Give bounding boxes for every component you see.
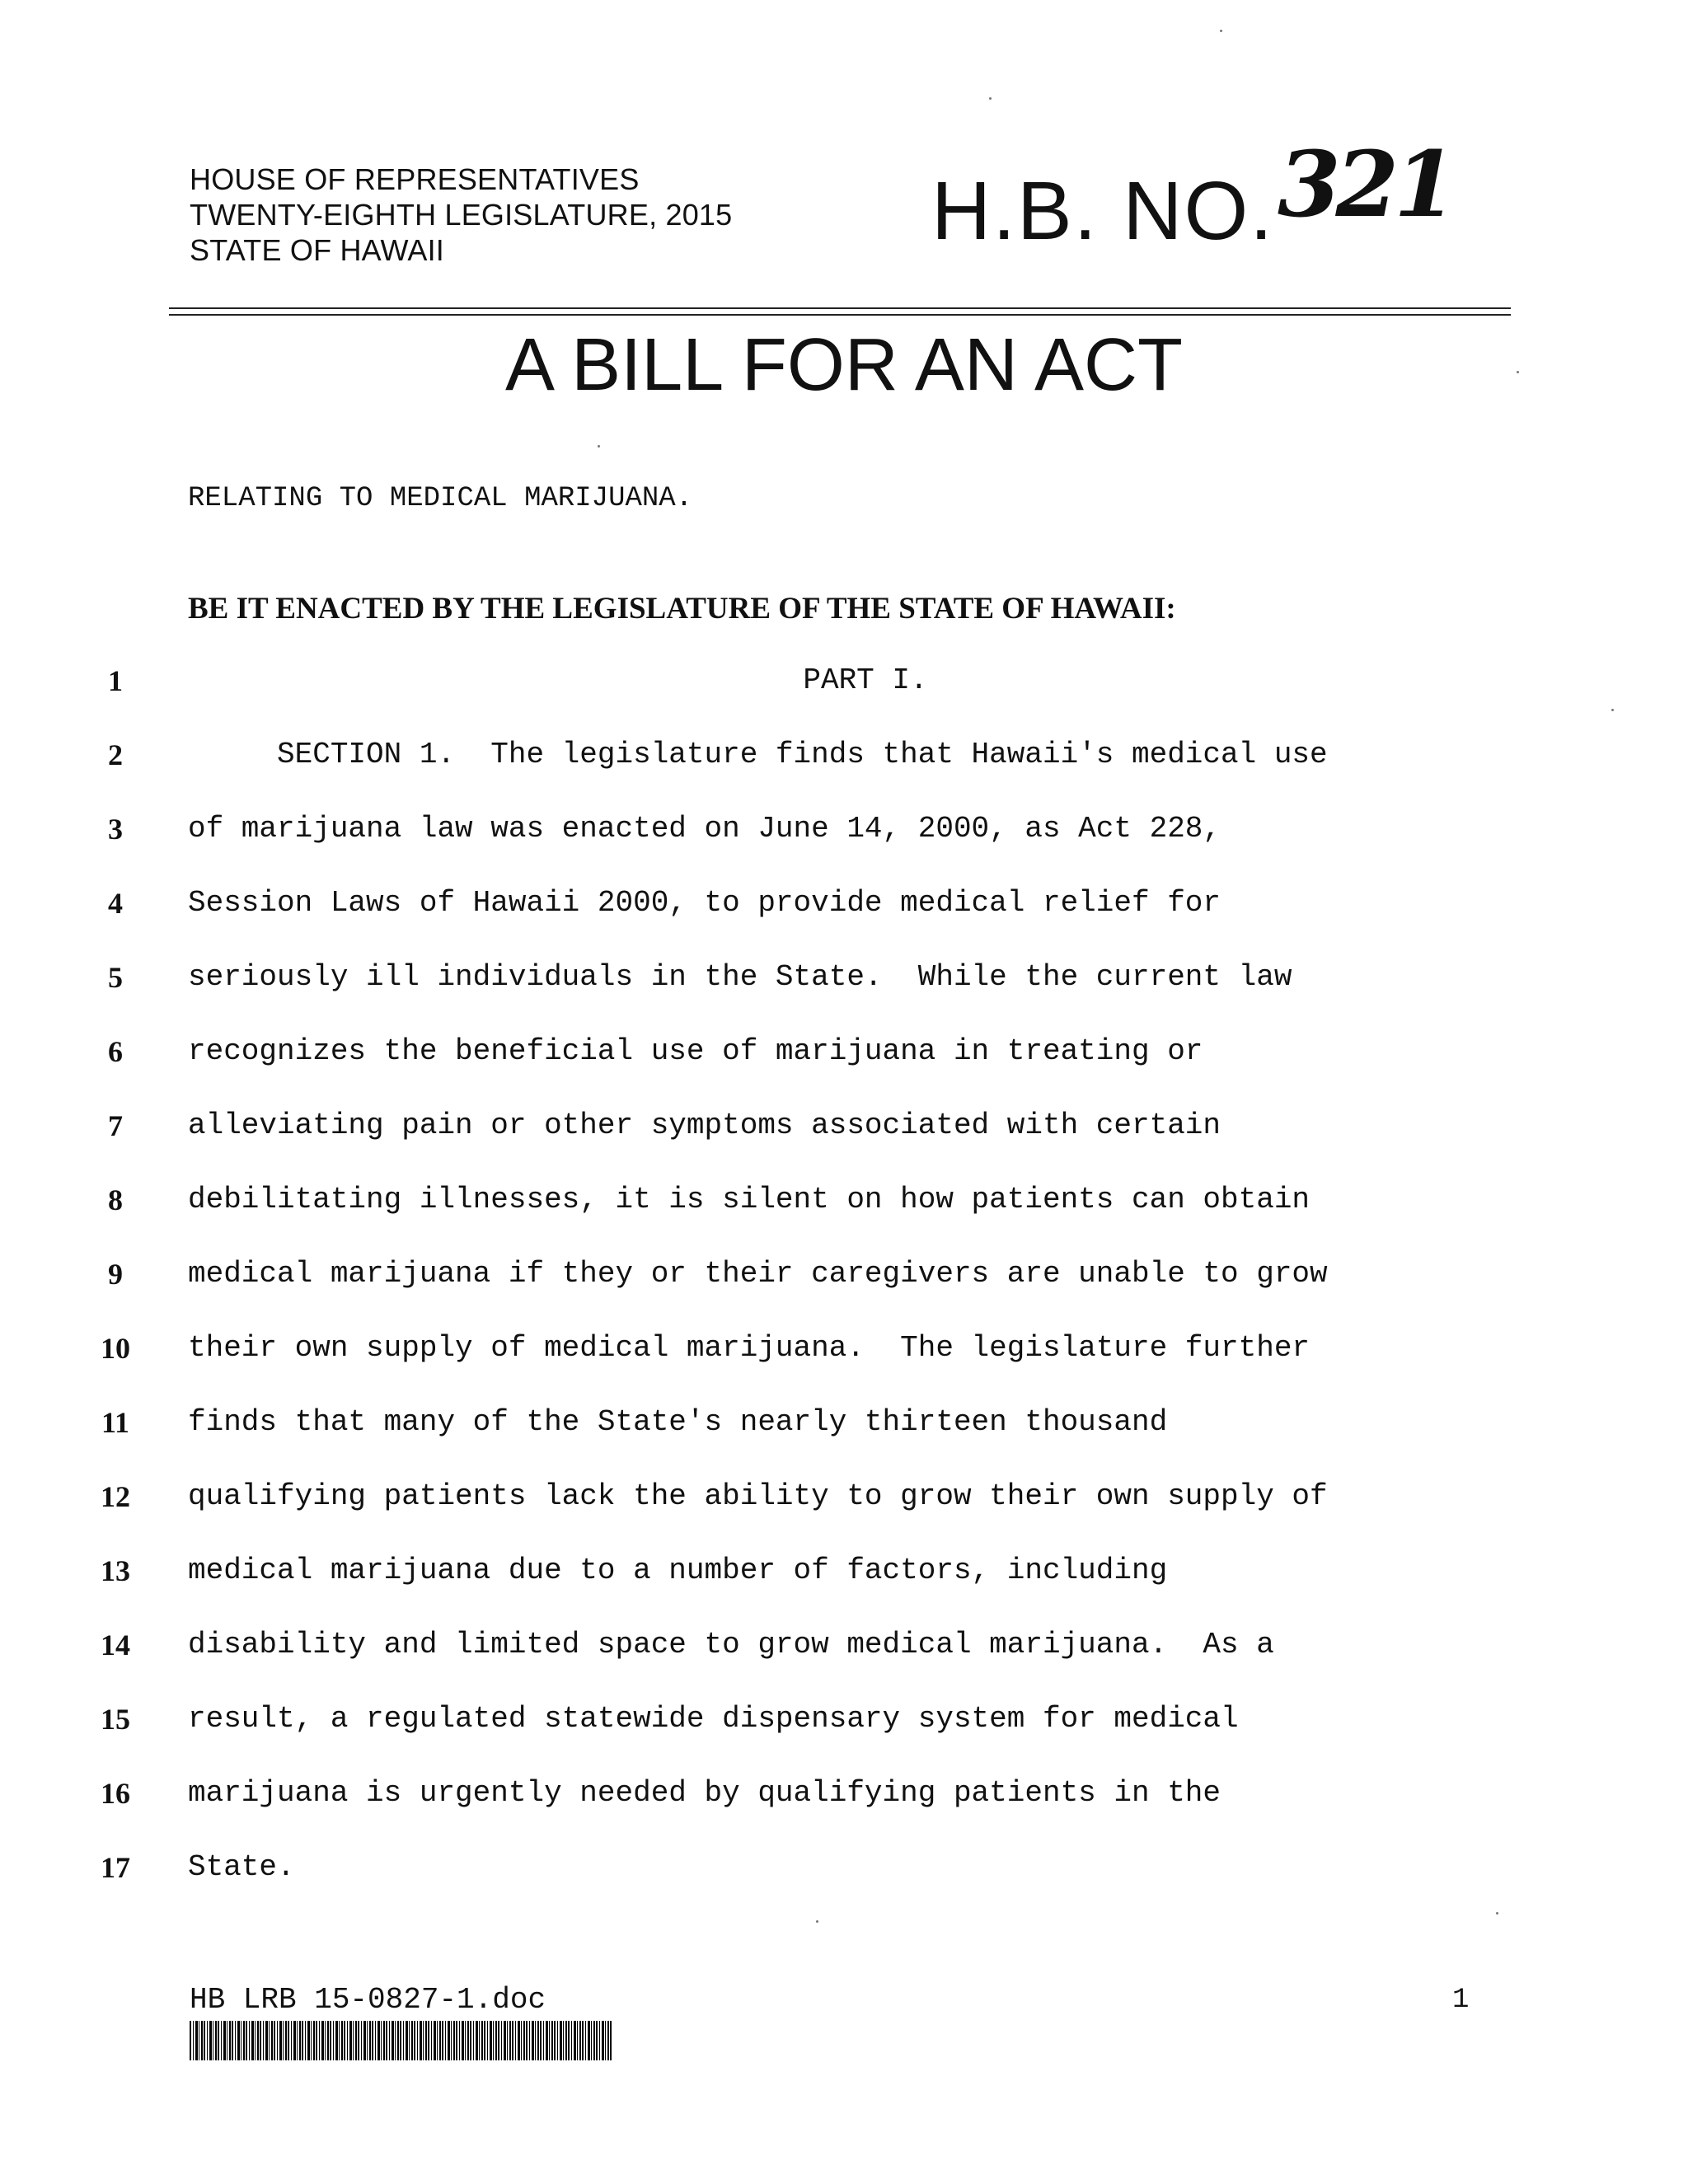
bill-number-label: H.B. NO. xyxy=(931,165,1275,257)
line-text: Session Laws of Hawaii 2000, to provide medical relief for xyxy=(188,886,1221,920)
bill-number-handwritten: 321 xyxy=(1278,131,1452,237)
bill-header xyxy=(190,162,732,268)
line-number: 16 xyxy=(101,1777,130,1810)
part-heading: PART I. xyxy=(803,663,928,697)
bill-line xyxy=(0,1027,1688,1076)
line-text: disability and limited space to grow medical marijuana. As a xyxy=(188,1628,1274,1661)
scan-speck xyxy=(1611,709,1614,711)
line-text: result, a regulated statewide dispensary system for medical xyxy=(188,1702,1239,1736)
line-number: 14 xyxy=(101,1629,130,1661)
scan-speck xyxy=(1517,371,1519,373)
header-divider-top xyxy=(169,307,1511,309)
bill-line xyxy=(0,1546,1688,1596)
bill-line xyxy=(0,804,1688,854)
line-number: 6 xyxy=(108,1035,123,1068)
legislature-session: TWENTY-EIGHTH LEGISLATURE, 2015 xyxy=(190,198,733,232)
line-text: qualifying patients lack the ability to grow their own supply of xyxy=(188,1479,1328,1513)
header-divider-bottom xyxy=(169,314,1511,316)
line-number: 12 xyxy=(101,1480,130,1513)
line-number: 15 xyxy=(101,1703,130,1736)
bill-line xyxy=(0,1175,1688,1225)
bill-line xyxy=(0,1769,1688,1818)
line-number: 17 xyxy=(101,1851,130,1884)
bill-line xyxy=(0,1843,1688,1892)
barcode-image xyxy=(190,2021,612,2060)
scan-speck xyxy=(598,445,600,448)
bill-line xyxy=(0,1620,1688,1670)
bill-line xyxy=(0,1694,1688,1744)
scan-speck xyxy=(1496,1912,1498,1915)
bill-number-heading xyxy=(931,131,1452,260)
scan-speck xyxy=(989,97,992,100)
line-number: 13 xyxy=(101,1554,130,1587)
line-number: 11 xyxy=(101,1406,129,1439)
scan-speck xyxy=(1220,30,1222,32)
chamber-name: HOUSE OF REPRESENTATIVES xyxy=(190,162,640,196)
document-code: HB LRB 15-0827-1.doc xyxy=(190,1983,546,2017)
bill-line xyxy=(0,656,1688,705)
line-text: medical marijuana due to a number of factors, including xyxy=(188,1554,1168,1587)
line-number: 3 xyxy=(108,813,123,846)
relating-clause: RELATING TO MEDICAL MARIJUANA. xyxy=(188,483,693,514)
line-text: finds that many of the State's nearly thirteen thousand xyxy=(188,1405,1168,1439)
line-text: medical marijuana if they or their caregivers are unable to grow xyxy=(188,1257,1328,1291)
line-number: 1 xyxy=(108,664,123,697)
line-number: 8 xyxy=(108,1183,123,1216)
line-number: 2 xyxy=(108,738,123,771)
bill-line xyxy=(0,1398,1688,1447)
bill-title: A BILL FOR AN ACT xyxy=(505,324,1183,406)
state-name: STATE OF HAWAII xyxy=(190,233,444,267)
bill-line xyxy=(0,1249,1688,1299)
line-number: 9 xyxy=(108,1258,123,1291)
bill-line xyxy=(0,1324,1688,1373)
bill-line xyxy=(0,730,1688,780)
page-number: 1 xyxy=(1452,1985,1470,2016)
line-text: debilitating illnesses, it is silent on how patients can obtain xyxy=(188,1183,1311,1216)
line-text: State. xyxy=(188,1850,295,1884)
line-text: of marijuana law was enacted on June 14, 2000, as Act 228, xyxy=(188,812,1221,846)
line-number: 10 xyxy=(101,1332,130,1365)
bill-line xyxy=(0,1472,1688,1521)
line-text: alleviating pain or other symptoms associated with certain xyxy=(188,1108,1221,1142)
bill-line xyxy=(0,879,1688,928)
line-text: their own supply of medical marijuana. The legislature further xyxy=(188,1331,1311,1365)
line-number: 7 xyxy=(108,1109,123,1142)
bill-line xyxy=(0,953,1688,1002)
line-text: SECTION 1. The legislature finds that Hawaii's medical use xyxy=(188,738,1328,771)
line-text: seriously ill individuals in the State. While the current law xyxy=(188,960,1292,994)
line-number: 5 xyxy=(108,961,123,994)
bill-line xyxy=(0,1101,1688,1151)
line-number: 4 xyxy=(108,887,123,920)
scan-speck xyxy=(816,1920,818,1923)
line-text: marijuana is urgently needed by qualifying patients in the xyxy=(188,1776,1221,1810)
enacting-clause: BE IT ENACTED BY THE LEGISLATURE OF THE STATE OF HAWAII: xyxy=(188,592,1176,626)
line-text: recognizes the beneficial use of marijuana in treating or xyxy=(188,1034,1203,1068)
